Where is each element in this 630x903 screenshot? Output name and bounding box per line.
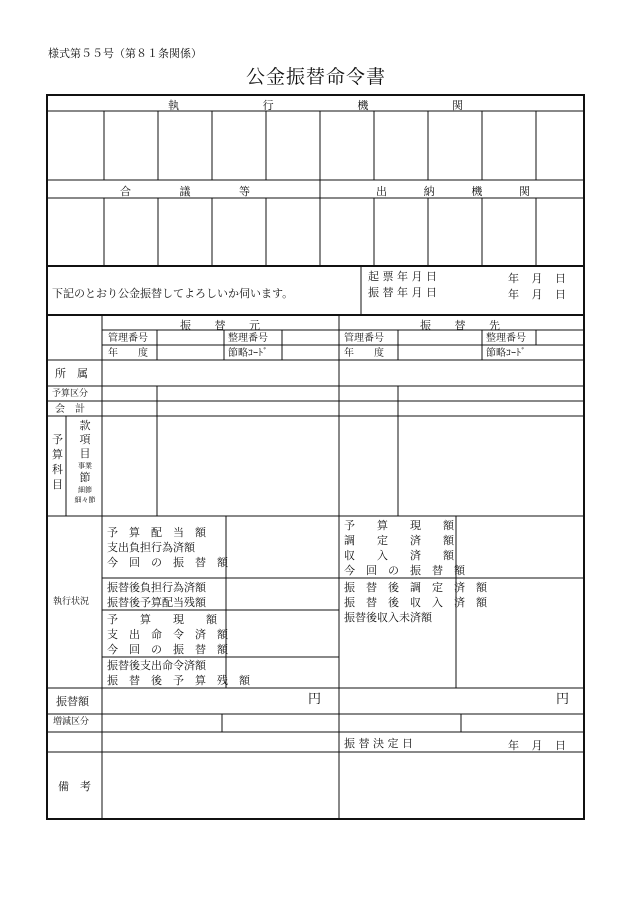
char: 執 <box>168 99 179 112</box>
day-unit: 日 <box>555 272 566 285</box>
left-block4 <box>107 658 250 688</box>
line: 振替後負担行為済額 <box>107 581 206 594</box>
char: 元 <box>249 319 260 332</box>
char: 科 <box>52 463 63 476</box>
budget-class-label: 予算区分 <box>52 389 89 399</box>
char: 算 <box>52 448 63 461</box>
line: 予 算 現 額 <box>344 519 454 532</box>
right-block2 <box>344 580 487 625</box>
line: 振替後予算配当残額 <box>107 596 206 609</box>
from-mgmt-no-label: 管理番号 <box>108 333 148 344</box>
char: 関 <box>451 99 463 112</box>
year-unit: 年 <box>508 739 519 752</box>
char: 等 <box>239 185 250 198</box>
char: 機 <box>357 99 369 112</box>
yen-left: 円 <box>308 692 322 707</box>
char: 目 <box>52 478 63 491</box>
line: 今 回 の 振 替 額 <box>107 643 228 656</box>
left-block3 <box>107 612 228 657</box>
inc-dec-label: 増減区分 <box>53 717 90 727</box>
yen-right: 円 <box>556 692 570 707</box>
char: 項 <box>79 433 91 446</box>
remarks-label: 備 考 <box>58 780 91 793</box>
transfer-date-label: 振 替 年 月 日 <box>368 286 437 299</box>
month-unit: 月 <box>531 739 543 752</box>
executing-agency-header <box>168 97 463 113</box>
char: 事業 <box>78 462 92 470</box>
line: 支出負担行為済額 <box>107 541 195 554</box>
left-block2 <box>107 580 206 610</box>
char: 節 <box>79 471 91 484</box>
day-unit: 日 <box>555 739 566 752</box>
year-unit: 年 <box>508 288 519 301</box>
line: 振 替 後 予 算 残 額 <box>107 674 250 687</box>
consultation-header <box>120 183 250 199</box>
from-year-label: 年 度 <box>108 348 148 359</box>
char: 目 <box>79 447 91 460</box>
decision-date-units <box>508 737 566 753</box>
page-title: 公金振替命令書 <box>246 66 387 88</box>
char: 議 <box>179 185 191 198</box>
line: 予 算 配 当 額 <box>107 526 206 539</box>
char: 替 <box>214 319 226 332</box>
line: 収 入 済 額 <box>344 549 454 562</box>
to-abbr-code-label: 節略ｺｰﾄﾞ <box>486 348 526 359</box>
section-label: 所 属 <box>55 367 88 380</box>
char: 振 <box>180 319 191 332</box>
to-arrange-no-label: 整理番号 <box>486 333 526 344</box>
char: 機 <box>471 185 483 198</box>
budget-item-right <box>68 419 102 505</box>
draft-date-units <box>508 270 566 286</box>
line: 振替後支出命令済額 <box>107 659 206 672</box>
year-unit: 年 <box>508 272 519 285</box>
char: 納 <box>423 185 435 198</box>
transfer-source-header <box>180 317 260 333</box>
transfer-destination-header <box>420 317 500 333</box>
line: 支 出 命 令 済 額 <box>107 628 228 641</box>
char: 関 <box>518 185 530 198</box>
char: 款 <box>79 419 91 432</box>
line: 振 替 後 調 定 済 額 <box>344 581 487 594</box>
transfer-date-units <box>508 286 566 302</box>
day-unit: 日 <box>555 288 566 301</box>
form-number: 様式第５５号（第８１条関係） <box>48 47 202 60</box>
char: 予 <box>52 433 63 446</box>
line: 調 定 済 額 <box>344 534 454 547</box>
from-abbr-code-label: 節略ｺｰﾄﾞ <box>228 348 268 359</box>
budget-item-left <box>52 432 64 492</box>
month-unit: 月 <box>531 272 543 285</box>
char: 合 <box>120 185 131 198</box>
char: 先 <box>489 319 500 332</box>
char: 振 <box>420 319 431 332</box>
right-block1 <box>344 518 465 578</box>
transfer-amount-label: 振替額 <box>56 695 89 708</box>
line: 振替後収入未済額 <box>344 611 432 624</box>
char: 替 <box>454 319 466 332</box>
accounting-label: 会 計 <box>55 404 85 415</box>
from-arrange-no-label: 整理番号 <box>228 333 268 344</box>
request-text: 下記のとおり公金振替してよろしいか伺います。 <box>52 287 294 300</box>
char: 行 <box>262 99 274 112</box>
month-unit: 月 <box>531 288 543 301</box>
decision-date-label: 振 替 決 定 日 <box>344 737 413 750</box>
char: 細々節 <box>74 496 96 504</box>
accounting-agency-header <box>376 183 530 199</box>
line: 振 替 後 収 入 済 額 <box>344 596 487 609</box>
to-mgmt-no-label: 管理番号 <box>344 333 384 344</box>
left-block1 <box>107 525 228 570</box>
line: 今 回 の 振 替 額 <box>107 556 228 569</box>
char: 細節 <box>78 486 92 494</box>
to-year-label: 年 度 <box>344 348 384 359</box>
draft-date-label: 起 票 年 月 日 <box>368 270 437 283</box>
line: 今 回 の 振 替 額 <box>344 564 465 577</box>
char: 出 <box>376 185 387 198</box>
line: 予 算 現 額 <box>107 613 217 626</box>
exec-status-label: 執行状況 <box>53 597 90 607</box>
